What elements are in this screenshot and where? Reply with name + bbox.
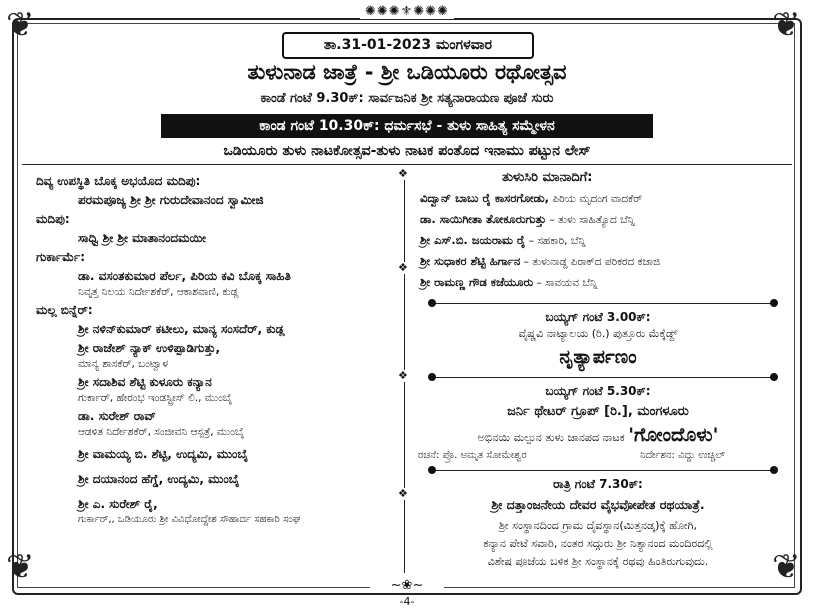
guest-name: ಡಾ. ಸುರೇಶ್ ರಾವ್ (78, 409, 156, 423)
page-number: -4- (399, 595, 415, 608)
prize-distribution: ಒಡಿಯೂರು ತುಳು ನಾಟಕೋತ್ಸವ-ತುಳು ನಾಟಕ ಪಂತೊದ ಇನಾಮು ಪಟ್ಟುನ ಲೇಸ್ (223, 143, 591, 159)
rule-dot (770, 466, 778, 474)
corner-ornament-top-left: ❦ (6, 5, 35, 45)
event-title: ನೃತ್ಯಾರ್ಪಣಂ (559, 346, 637, 368)
corner-ornament-bottom-left: ❦ (6, 547, 35, 587)
date-box: ತಾ.31-01-2023 ಮಂಗಳವಾರ (282, 32, 534, 59)
corner-ornament-top-right: ❦ (772, 5, 801, 45)
guest-name: ಶ್ರೀ ನಳಿನ್‌ಕುಮಾರ್ ಕಟೀಲು, ಮಾನ್ಯ ಸಂಸದೆರ್, ಕುಡ್ಲ (78, 322, 285, 336)
play-line (412, 424, 784, 446)
section-heading: ಮದಿಪು: (36, 212, 70, 226)
page-title: ತುಳುನಾಡ ಜಾತ್ರೆ - ಶ್ರೀ ಒಡಿಯೂರು ರಥೋತ್ಸವ (247, 60, 567, 84)
guest-name: ಶ್ರೀ ಸದಾಶಿವ ಶೆಟ್ಟಿ ಕುಳೂರು ಕನ್ಯಾನ (78, 375, 212, 389)
award-item: ವಿದ್ವಾನ್ ಬಾಬು ರೈ ಕಾಸರಗೋಡು, ಪಿರಿಯ ಮೃದಂಗ ವಾದಕೆರ್ (420, 191, 643, 205)
divider (432, 470, 772, 471)
event-organiser: ವೈಷ್ಣವಿ ನಾಟ್ಯಾಲಯ (ರಿ.) ಪುತ್ತೂರು ಮೆಕ್ಕೆಡ್ದ್ (518, 327, 678, 340)
divider (432, 377, 772, 378)
guests-column (36, 170, 398, 525)
play-title: 'ಗೋಂದೊಳು' (628, 424, 719, 446)
divider-ornament: ❖ (398, 167, 408, 180)
award-item: ಶ್ರೀ ಎಸ್.ಬಿ. ಜಯರಾಮ ರೈ – ಸಹಕಾರಿ, ಬೆನ್ನಿ (420, 233, 586, 247)
guest-desc: ನಿವೃತ್ತ ನಿಲಯ ನಿರ್ದೇಶಕೆರ್, ಆಕಾಶವಾಣಿ, ಕುಡ್ಲ (78, 286, 239, 298)
section-heading: ಮಲ್ಲ ಬಿನ್ನೆರ್: (36, 303, 93, 317)
rule-dot (428, 466, 436, 474)
guest-desc: ಗುರ್ಕಾರ್,, ಒಡಿಯೂರು ಶ್ರೀ ವಿವಿಧೋದ್ದೇಶ ಸೌಹಾರ್ದ ಸಹಕಾರಿ ಸಂಘ (78, 514, 301, 525)
guest-name: ಡಾ. ವಸಂತಕುಮಾರ ಪೆರ್ಲ, ಪಿರಿಯ ಕವಿ ಬೊಕ್ಕ ಸಾಹಿತಿ (78, 269, 291, 283)
award-item: ಶ್ರೀ ಸುಧಾಕರ ಶೆಟ್ಟಿ ಹಿರ್ಗಾನ – ತುಳುನಾಡ್ದ ಪಿರಾಕ್‌ದ ಪರಿಕರದ ಕಜಾಜಿ (420, 254, 661, 268)
event-organiser: ಜರ್ನಿ ಥೇಟರ್ ಗ್ರೂಪ್ [ರಿ.], ಮಂಗಳೂರು (507, 404, 689, 419)
section-heading: ಗುರ್ಕಾರ್ಮೆ: (36, 250, 86, 264)
divider-ornament: ❖ (398, 261, 408, 274)
guest-desc: ಗುರ್ಕಾರ್, ಹೇರಂಭ ಇಂಡಸ್ಟ್ರೀಸ್ ಲಿ., ಮುಂಬೈ (78, 392, 233, 404)
corner-ornament-bottom-right: ❦ (772, 547, 801, 587)
event-desc: ವಿಶೇಷ ಪೂಜೆಯ ಬಳಿಕ ಶ್ರೀ ಸಂಸ್ಥಾನಕ್ಕೆ ರಥವು ಹಿಂತಿರುಗುವುದು. (487, 555, 709, 568)
guest-name: ಪರಮಪೂಜ್ಯ ಶ್ರೀ ಶ್ರೀ ಗುರುದೇವಾನಂದ ಸ್ವಾಮೀಜಿ (78, 193, 264, 207)
dharmasabha-banner: ಕಾಂಡ ಗಂಟೆ 10.30ಕ್: ಧರ್ಮಸಭೆ - ತುಳು ಸಾಹಿತ್ಯ ಸಮ್ಮೇಳನ (161, 114, 653, 138)
divider-ornament: ❖ (398, 369, 408, 382)
guest-name: ಸಾಧ್ವಿ ಶ್ರೀ ಶ್ರೀ ಮಾತಾನಂದಮಯೀ (78, 231, 206, 245)
divider (22, 164, 792, 165)
divider (432, 303, 772, 304)
awards-column (412, 170, 784, 290)
rule-dot (770, 373, 778, 381)
play-writer: ರಚನೆ: ಪ್ರೊ. ಅಮೃತ ಸೋಮೇಶ್ವರ (418, 450, 527, 461)
guest-name: ಶ್ರೀ ಎ. ಸುರೇಶ್ ರೈ, (78, 497, 158, 511)
event-desc: ಶ್ರೀ ಸಂಸ್ಥಾನದಿಂದ ಗ್ರಾಮ ದೈವಸ್ಥಾನ(ಮಿತ್ತನಡ್ಕ)ಕ್ಕೆ ಹೋಗಿ, (498, 519, 698, 532)
guest-name: ಶ್ರೀ ದಯಾನಂದ ಹೆಗ್ಡೆ, ಉದ್ಯಮಿ, ಮುಂಬೈ (78, 472, 240, 486)
top-ornament: ✺✺✺⚜✺✺✺ (360, 4, 454, 19)
morning-puja: ಕಾಂಡೆ ಗಂಟೆ 9.30ಕ್: ಸಾರ್ವಜನಿಕ ಶ್ರೀ ಸತ್ಯನಾರಾಯಣ ಪೂಜೆ ಸುರು (260, 91, 554, 106)
event-time: ಬಯ್ಯಗ್ ಗಂಟೆ 3.00ಕ್: (545, 310, 651, 324)
play-director: ನಿರ್ದೇಶನ: ವಿದ್ದು ಉಚ್ಚಿಲ್ (640, 450, 725, 461)
event-title: ಶ್ರೀ ದತ್ತಾಂಜನೇಯ ದೇವರ ವೈಭವೋಪೇತ ರಥಯಾತ್ರೆ. (491, 497, 705, 512)
section-heading: ದಿವ್ಯ ಉಪಸ್ಥಿತಿ ಬೊಕ್ಕ ಅಭಯೊದ ಮದಿಪು: (36, 174, 201, 188)
award-item: ಶ್ರೀ ರಾಮಣ್ಣ ಗೌಡ ಕಜೆಯೂರು – ಸಾವಯವ ಬೆನ್ನಿ (420, 275, 598, 289)
event-time: ಬಯ್ಯಗ್ ಗಂಟೆ 5.30ಕ್: (545, 384, 651, 398)
rule-dot (428, 373, 436, 381)
awards-heading: ತುಳುಸಿರಿ ಮಾನಾದಿಗೆ: (502, 170, 593, 185)
guest-name: ಶ್ರೀ ವಾಮಯ್ಯ ಬಿ. ಶೆಟ್ಟಿ, ಉದ್ಯಮಿ, ಮುಂಬೈ (78, 447, 249, 461)
guest-desc: ಮಾನ್ಯ ಶಾಸಕೆರ್, ಬಂಟ್ವಾಳ (78, 358, 169, 370)
rule-dot (428, 299, 436, 307)
guest-name: ಶ್ರೀ ರಾಜೇಶ್ ನ್ಯಾಕ್ ಉಳಿಪ್ಪಾಡಿಗುತ್ತು, (78, 341, 221, 355)
award-item: ಡಾ. ಸಾಯಿಗೀತಾ ತೋಕೂರುಗುತ್ತು – ತುಳು ಸಾಹಿತ್ಯೊದ ಬೆನ್ನಿ (420, 212, 635, 226)
play-label: ಅಭಿನಯಿ ಮಲ್ಪುನ ತುಳು ಜಾನಪದ ನಾಟಕ (477, 431, 625, 444)
bottom-ornament: ~❀~ (370, 578, 444, 593)
rule-dot (770, 299, 778, 307)
event-time: ರಾತ್ರಿ ಗಂಟೆ 7.30ಕ್: (553, 477, 643, 491)
event-desc: ಕನ್ಯಾನ ಪೇಟೆ ಸವಾರಿ, ನಂತರ ಸದ್ಗುರು ಶ್ರೀ ನಿತ್ಯಾನಂದ ಮಂದಿರದಲ್ಲಿ (483, 537, 713, 550)
guest-desc: ಆಡಳಿತ ನಿರ್ದೇಶಕೆರ್, ಸಂಜೀವನಿ ಆಸ್ಪತ್ರೆ, ಮುಂಬೈ (78, 426, 245, 438)
divider-ornament: ❖ (398, 487, 408, 500)
